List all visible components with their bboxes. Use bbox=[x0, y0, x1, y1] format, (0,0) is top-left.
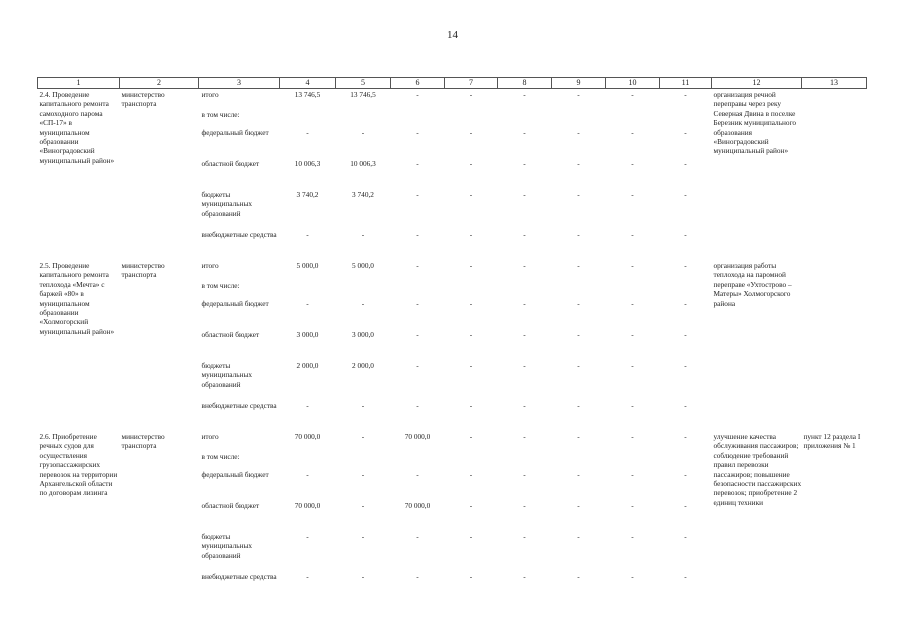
amount-cell: - bbox=[684, 330, 687, 339]
amount-cell: - bbox=[416, 361, 419, 370]
empty-cell bbox=[445, 451, 498, 469]
amount-cell: - bbox=[361, 432, 365, 441]
funding-source-label: итого bbox=[201, 261, 219, 270]
amount-cell: - bbox=[577, 572, 580, 581]
amount-cell: - bbox=[416, 190, 419, 199]
amount-cell: - bbox=[523, 470, 526, 479]
executor-cell: министерство транспорта bbox=[121, 90, 165, 109]
amount-cell: - bbox=[523, 330, 526, 339]
amount-cell: 10 006,3 bbox=[294, 159, 321, 168]
amount-cell: - bbox=[684, 90, 687, 99]
amount-cell: - bbox=[416, 159, 419, 168]
amount-cell: 5 000,0 bbox=[296, 261, 319, 270]
amount-cell: - bbox=[416, 532, 419, 541]
amount-cell: 3 740,2 bbox=[352, 190, 374, 199]
empty-cell bbox=[280, 109, 336, 127]
amount-cell: - bbox=[684, 572, 687, 581]
empty-cell bbox=[391, 109, 445, 127]
table-row bbox=[38, 260, 867, 280]
amount-cell: - bbox=[631, 401, 634, 410]
amount-cell: - bbox=[684, 128, 687, 137]
indicator-link: пункт 12 раздела I приложения № 1 bbox=[803, 432, 861, 451]
indicator-link bbox=[802, 89, 867, 261]
amount-cell: - bbox=[361, 128, 365, 137]
column-number-8: 8 bbox=[498, 78, 552, 89]
amount-cell: 2 000,0 bbox=[352, 361, 374, 370]
amount-cell: - bbox=[523, 90, 526, 99]
amount-cell: - bbox=[469, 532, 473, 541]
column-number-3: 3 bbox=[199, 78, 280, 89]
column-number-6: 6 bbox=[391, 78, 445, 89]
amount-cell: - bbox=[684, 470, 687, 479]
measure-name: 2.4. Проведение капитального ремонта самоходного парома «СП-17» в муниципальном образовании «Виноградовский муниципальный район» bbox=[39, 90, 115, 165]
empty-cell bbox=[336, 451, 391, 469]
amount-cell: - bbox=[631, 299, 634, 308]
amount-cell: - bbox=[523, 401, 526, 410]
empty-cell bbox=[498, 451, 552, 469]
funding-source-label: областной бюджет bbox=[201, 501, 260, 510]
funding-source-label: внебюджетные средства bbox=[201, 401, 277, 410]
amount-cell: - bbox=[416, 572, 419, 581]
amount-cell: - bbox=[416, 230, 419, 239]
empty-cell bbox=[445, 109, 498, 127]
empty-cell bbox=[606, 280, 660, 298]
column-number-2: 2 bbox=[120, 78, 199, 89]
amount-cell: - bbox=[631, 230, 634, 239]
executor-cell: министерство транспорта bbox=[121, 432, 165, 451]
empty-cell bbox=[606, 451, 660, 469]
funding-source-label: бюджеты муниципальных образований bbox=[201, 190, 253, 218]
table-row bbox=[38, 431, 867, 451]
empty-cell bbox=[552, 451, 606, 469]
column-number-1: 1 bbox=[38, 78, 120, 89]
amount-cell: - bbox=[416, 299, 419, 308]
amount-cell: - bbox=[631, 501, 634, 510]
funding-source-label: бюджеты муниципальных образований bbox=[201, 532, 253, 560]
amount-cell: - bbox=[684, 401, 687, 410]
amount-cell: - bbox=[577, 261, 580, 270]
indicator-link bbox=[802, 260, 867, 431]
amount-cell: - bbox=[523, 532, 526, 541]
empty-cell bbox=[660, 280, 712, 298]
amount-cell: - bbox=[469, 330, 473, 339]
amount-cell: - bbox=[361, 401, 365, 410]
amount-cell: - bbox=[306, 128, 309, 137]
funding-source-label: федеральный бюджет bbox=[201, 299, 269, 308]
empty-cell bbox=[552, 109, 606, 127]
amount-cell: - bbox=[684, 501, 687, 510]
amount-cell: - bbox=[361, 299, 365, 308]
amount-cell: - bbox=[577, 90, 580, 99]
empty-cell bbox=[391, 280, 445, 298]
amount-cell: - bbox=[416, 261, 419, 270]
empty-cell bbox=[660, 109, 712, 127]
amount-cell: - bbox=[523, 230, 526, 239]
amount-cell: - bbox=[577, 470, 580, 479]
amount-cell: - bbox=[631, 190, 634, 199]
amount-cell: - bbox=[523, 299, 526, 308]
amount-cell: - bbox=[361, 230, 365, 239]
empty-cell bbox=[280, 280, 336, 298]
amount-cell: - bbox=[361, 470, 365, 479]
amount-cell: - bbox=[631, 572, 634, 581]
column-number-5: 5 bbox=[336, 78, 391, 89]
empty-cell bbox=[445, 280, 498, 298]
expected-result: организация речной переправы через реку Северная Двина в поселке Березник муниципального образования «Виноградовский муниципальный район» bbox=[713, 90, 797, 156]
amount-cell: - bbox=[684, 190, 687, 199]
amount-cell: - bbox=[306, 532, 309, 541]
amount-cell: - bbox=[469, 470, 473, 479]
amount-cell: - bbox=[684, 299, 687, 308]
empty-cell bbox=[552, 280, 606, 298]
amount-cell: - bbox=[577, 330, 580, 339]
amount-cell: - bbox=[469, 159, 473, 168]
amount-cell: 13 746,5 bbox=[350, 90, 376, 99]
funding-source-label: в том числе: bbox=[201, 281, 240, 290]
table-row bbox=[38, 89, 867, 110]
empty-cell bbox=[391, 451, 445, 469]
amount-cell: - bbox=[469, 190, 473, 199]
amount-cell: - bbox=[469, 90, 473, 99]
funding-source-label: федеральный бюджет bbox=[201, 128, 269, 137]
amount-cell: - bbox=[469, 361, 473, 370]
amount-cell: - bbox=[469, 230, 473, 239]
amount-cell: - bbox=[361, 572, 365, 581]
empty-cell bbox=[660, 451, 712, 469]
amount-cell: - bbox=[684, 159, 687, 168]
amount-cell: 10 006,3 bbox=[350, 159, 376, 168]
funding-source-label: итого bbox=[201, 432, 219, 441]
empty-cell bbox=[336, 109, 391, 127]
amount-cell: - bbox=[684, 261, 687, 270]
amount-cell: - bbox=[577, 532, 580, 541]
amount-cell: - bbox=[416, 128, 419, 137]
amount-cell: - bbox=[469, 299, 473, 308]
amount-cell: - bbox=[469, 401, 473, 410]
amount-cell: 70 000,0 bbox=[294, 432, 321, 441]
amount-cell: 3 740,2 bbox=[296, 190, 319, 199]
amount-cell: - bbox=[631, 261, 634, 270]
amount-cell: - bbox=[631, 432, 634, 441]
amount-cell: - bbox=[631, 361, 634, 370]
amount-cell: - bbox=[306, 572, 309, 581]
funding-source-label: внебюджетные средства bbox=[201, 572, 277, 581]
amount-cell: - bbox=[684, 532, 687, 541]
amount-cell: - bbox=[577, 501, 580, 510]
amount-cell: - bbox=[577, 230, 580, 239]
amount-cell: - bbox=[469, 261, 473, 270]
amount-cell: - bbox=[631, 470, 634, 479]
amount-cell: 3 000,0 bbox=[296, 330, 319, 339]
amount-cell: - bbox=[523, 432, 526, 441]
amount-cell: - bbox=[577, 128, 580, 137]
funding-source-label: областной бюджет bbox=[201, 159, 260, 168]
empty-cell bbox=[498, 280, 552, 298]
column-number-10: 10 bbox=[606, 78, 660, 89]
page-number: 14 bbox=[447, 29, 458, 41]
program-table bbox=[37, 77, 867, 602]
column-number-4: 4 bbox=[280, 78, 336, 89]
amount-cell: - bbox=[306, 230, 309, 239]
amount-cell: - bbox=[577, 190, 580, 199]
column-number-12: 12 bbox=[712, 78, 802, 89]
amount-cell: - bbox=[684, 361, 687, 370]
amount-cell: 13 746,5 bbox=[294, 90, 321, 99]
amount-cell: - bbox=[469, 572, 473, 581]
amount-cell: - bbox=[631, 159, 634, 168]
amount-cell: 70 000,0 bbox=[294, 501, 321, 510]
amount-cell: 3 000,0 bbox=[352, 330, 374, 339]
amount-cell: - bbox=[577, 299, 580, 308]
column-number-11: 11 bbox=[660, 78, 712, 89]
amount-cell: 2 000,0 bbox=[296, 361, 319, 370]
measure-name: 2.6. Приобретение речных судов для осуществления грузопассажирских перевозок на территории Архангельской области по договорам лизинга bbox=[39, 432, 118, 498]
amount-cell: - bbox=[306, 299, 309, 308]
empty-cell bbox=[498, 109, 552, 127]
amount-cell: - bbox=[577, 159, 580, 168]
column-number-9: 9 bbox=[552, 78, 606, 89]
empty-cell bbox=[336, 280, 391, 298]
amount-cell: - bbox=[684, 432, 687, 441]
measure-name: 2.5. Проведение капитального ремонта теплохода «Мечта» с баржей «80» в муниципальном образовании «Холмогорский муниципальный район» bbox=[39, 261, 115, 336]
amount-cell: - bbox=[523, 128, 526, 137]
column-number-row bbox=[38, 78, 867, 89]
funding-source-label: в том числе: bbox=[201, 110, 240, 119]
amount-cell: - bbox=[361, 532, 365, 541]
amount-cell: 70 000,0 bbox=[404, 432, 431, 441]
empty-cell bbox=[280, 451, 336, 469]
amount-cell: - bbox=[631, 90, 634, 99]
amount-cell: - bbox=[523, 501, 526, 510]
amount-cell: - bbox=[577, 432, 580, 441]
amount-cell: - bbox=[523, 159, 526, 168]
amount-cell: - bbox=[684, 230, 687, 239]
amount-cell: - bbox=[523, 190, 526, 199]
funding-source-label: внебюджетные средства bbox=[201, 230, 277, 239]
amount-cell: - bbox=[416, 90, 419, 99]
amount-cell: - bbox=[469, 128, 473, 137]
amount-cell: 70 000,0 bbox=[404, 501, 431, 510]
column-number-7: 7 bbox=[445, 78, 498, 89]
executor-cell: министерство транспорта bbox=[121, 261, 165, 280]
amount-cell: - bbox=[523, 261, 526, 270]
column-number-13: 13 bbox=[802, 78, 867, 89]
amount-cell: - bbox=[306, 470, 309, 479]
funding-source-label: итого bbox=[201, 90, 219, 99]
amount-cell: - bbox=[577, 401, 580, 410]
amount-cell: - bbox=[469, 432, 473, 441]
amount-cell: - bbox=[416, 401, 419, 410]
empty-cell bbox=[606, 109, 660, 127]
amount-cell: 5 000,0 bbox=[352, 261, 374, 270]
amount-cell: - bbox=[306, 401, 309, 410]
funding-source-label: федеральный бюджет bbox=[201, 470, 269, 479]
funding-source-label: в том числе: bbox=[201, 452, 240, 461]
amount-cell: - bbox=[361, 501, 365, 510]
amount-cell: - bbox=[469, 501, 473, 510]
amount-cell: - bbox=[577, 361, 580, 370]
expected-result: организация работы теплохода на паромной переправе «Ухтострово – Матеры» Холмогорского района bbox=[713, 261, 792, 308]
amount-cell: - bbox=[523, 361, 526, 370]
expected-result: улучшение качества обслуживания пассажиров; соблюдение требований правил перевозки пассажиров; повышение безопасности пассажирских перевозок; приобретение 2 единиц техники bbox=[713, 432, 802, 507]
funding-source-label: областной бюджет bbox=[201, 330, 260, 339]
amount-cell: - bbox=[631, 330, 634, 339]
amount-cell: - bbox=[631, 128, 634, 137]
amount-cell: - bbox=[631, 532, 634, 541]
amount-cell: - bbox=[523, 572, 526, 581]
funding-source-label: бюджеты муниципальных образований bbox=[201, 361, 253, 389]
amount-cell: - bbox=[416, 470, 419, 479]
amount-cell: - bbox=[416, 330, 419, 339]
